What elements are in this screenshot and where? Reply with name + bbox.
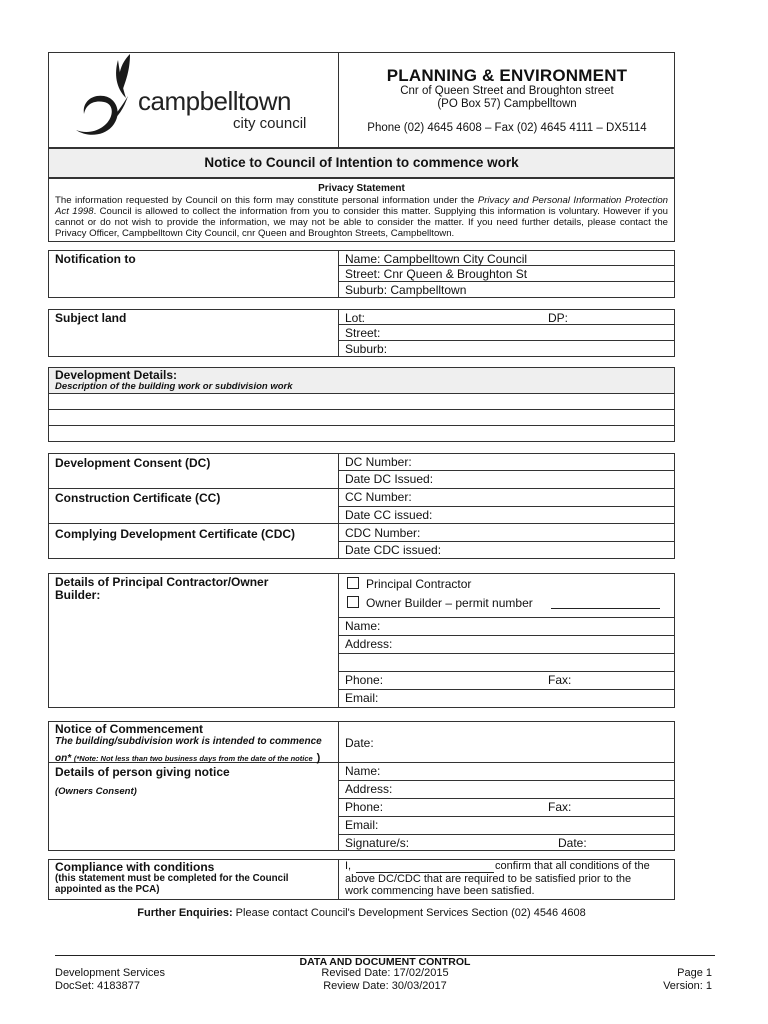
subject-land-label: Subject land [55, 311, 127, 325]
notification-name: Name: Campbelltown City Council [345, 252, 528, 266]
commencement-line-2: on* (*Note: Not less than two business days from the date of the notice ) [55, 752, 321, 764]
footer-department: Development Services [55, 967, 166, 979]
header-contact: Phone (02) 4645 4608 – Fax (02) 4645 4111 – DX5114 [367, 122, 647, 134]
notification-suburb: Suburb: Campbelltown [345, 283, 467, 297]
cc-label: Construction Certificate (CC) [55, 491, 221, 505]
council-logo [70, 52, 320, 147]
subject-suburb-field[interactable]: Suburb: [345, 342, 388, 356]
contractor-name-field[interactable]: Name: [345, 619, 381, 633]
development-details-subheading: Description of the building work or subdivision work [55, 381, 293, 392]
owner-builder-label: Owner Builder – permit number [366, 596, 533, 610]
footer-heading: DATA AND DOCUMENT CONTROL [299, 956, 471, 968]
person-address-field[interactable]: Address: [345, 782, 393, 796]
description-line-3[interactable] [49, 426, 674, 441]
commencement-heading: Notice of Commencement [55, 722, 204, 736]
cdc-label: Complying Development Certificate (CDC) [55, 527, 296, 541]
footer-revised-date: Revised Date: 17/02/2015 [321, 967, 449, 979]
contractor-address-field[interactable]: Address: [345, 637, 393, 651]
footer-page-number: Page 1 [677, 967, 712, 979]
commencement-date-field[interactable]: Date: [345, 736, 374, 750]
contractor-phone-field[interactable]: Phone: [345, 673, 384, 687]
dp-field[interactable]: DP: [548, 311, 569, 325]
signature-field[interactable]: Signature/s: [345, 836, 410, 850]
development-details-heading: Development Details: [55, 368, 178, 382]
form-title: Notice to Council of Intention to commence work [204, 155, 519, 170]
lot-field[interactable]: Lot: [345, 311, 366, 325]
person-email-field[interactable]: Email: [345, 818, 379, 832]
contractor-label-1: Details of Principal Contractor/Owner [55, 575, 269, 589]
commencement-line-1: The building/subdivision work is intended to commence [55, 736, 322, 747]
person-phone-field[interactable]: Phone: [345, 800, 384, 814]
compliance-line-3: work commencing have been satisfied. [345, 885, 535, 897]
cdc-date-field[interactable]: Date CDC issued: [345, 543, 442, 557]
notification-label: Notification to [55, 252, 136, 266]
cdc-number-field[interactable]: CDC Number: [345, 526, 421, 540]
person-name-field[interactable]: Name: [345, 764, 381, 778]
footer-version: Version: 1 [663, 980, 712, 992]
dc-number-field[interactable]: DC Number: [345, 455, 412, 469]
compliance-line-1: confirm that all conditions of the [495, 860, 650, 872]
compliance-line-1-prefix: I, [345, 860, 352, 872]
footer-docset: DocSet: 4183877 [55, 980, 141, 992]
privacy-heading: Privacy Statement [318, 183, 405, 194]
person-fax-field[interactable]: Fax: [548, 800, 572, 814]
dc-label: Development Consent (DC) [55, 456, 211, 470]
logo-subtitle: city council [233, 115, 307, 132]
contractor-email-field[interactable]: Email: [345, 691, 379, 705]
compliance-heading: Compliance with conditions [55, 860, 215, 874]
subject-street-field[interactable]: Street: [345, 326, 381, 340]
signature-date-field[interactable]: Date: [558, 836, 587, 850]
principal-contractor-checkbox[interactable] [347, 577, 359, 589]
footer-review-date: Review Date: 30/03/2017 [323, 980, 447, 992]
cc-number-field[interactable]: CC Number: [345, 490, 412, 504]
dc-date-field[interactable]: Date DC Issued: [345, 472, 434, 486]
permit-number-field[interactable] [551, 608, 660, 609]
header-address-1: Cnr of Queen Street and Broughton street [400, 85, 614, 97]
privacy-statement: The information requested by Council on this form may constitute personal information under the Privacy and Personal Information Protection Act 1998. Council is allowed to collect the information from you to consider this matter. Supplying this information is voluntary. However if you cannot or do not wish to provide the information, we may not be able to consider the matter. If you need further details, please contact the Privacy Officer, Campbelltown City Council, cnr Queen and Broughton Streets, Campbelltown. [55, 195, 669, 239]
description-line-2[interactable] [49, 410, 674, 425]
person-heading: Details of person giving notice [55, 765, 230, 779]
further-enquiries: Further Enquiries: Please contact Council's Development Services Section (02) 4546 4608 [137, 907, 586, 919]
principal-contractor-label: Principal Contractor [366, 577, 472, 591]
owner-builder-checkbox[interactable] [347, 596, 359, 608]
owners-consent-note: (Owners Consent) [55, 786, 137, 797]
logo-wordmark: campbelltown [138, 86, 291, 116]
page-title: PLANNING & ENVIRONMENT [386, 66, 628, 85]
header-address-2: (PO Box 57) Campbelltown [437, 98, 577, 110]
compliance-line-2: above DC/CDC that are required to be satisfied prior to the [345, 873, 632, 885]
notification-street: Street: Cnr Queen & Broughton St [345, 267, 528, 281]
compliance-note-1: (this statement must be completed for the Council [55, 873, 289, 884]
description-line-1[interactable] [49, 394, 674, 409]
compliance-note-2: appointed as the PCA) [55, 884, 160, 895]
contractor-label-2: Builder: [55, 588, 101, 602]
contractor-fax-field[interactable]: Fax: [548, 673, 572, 687]
cc-date-field[interactable]: Date CC issued: [345, 508, 433, 522]
